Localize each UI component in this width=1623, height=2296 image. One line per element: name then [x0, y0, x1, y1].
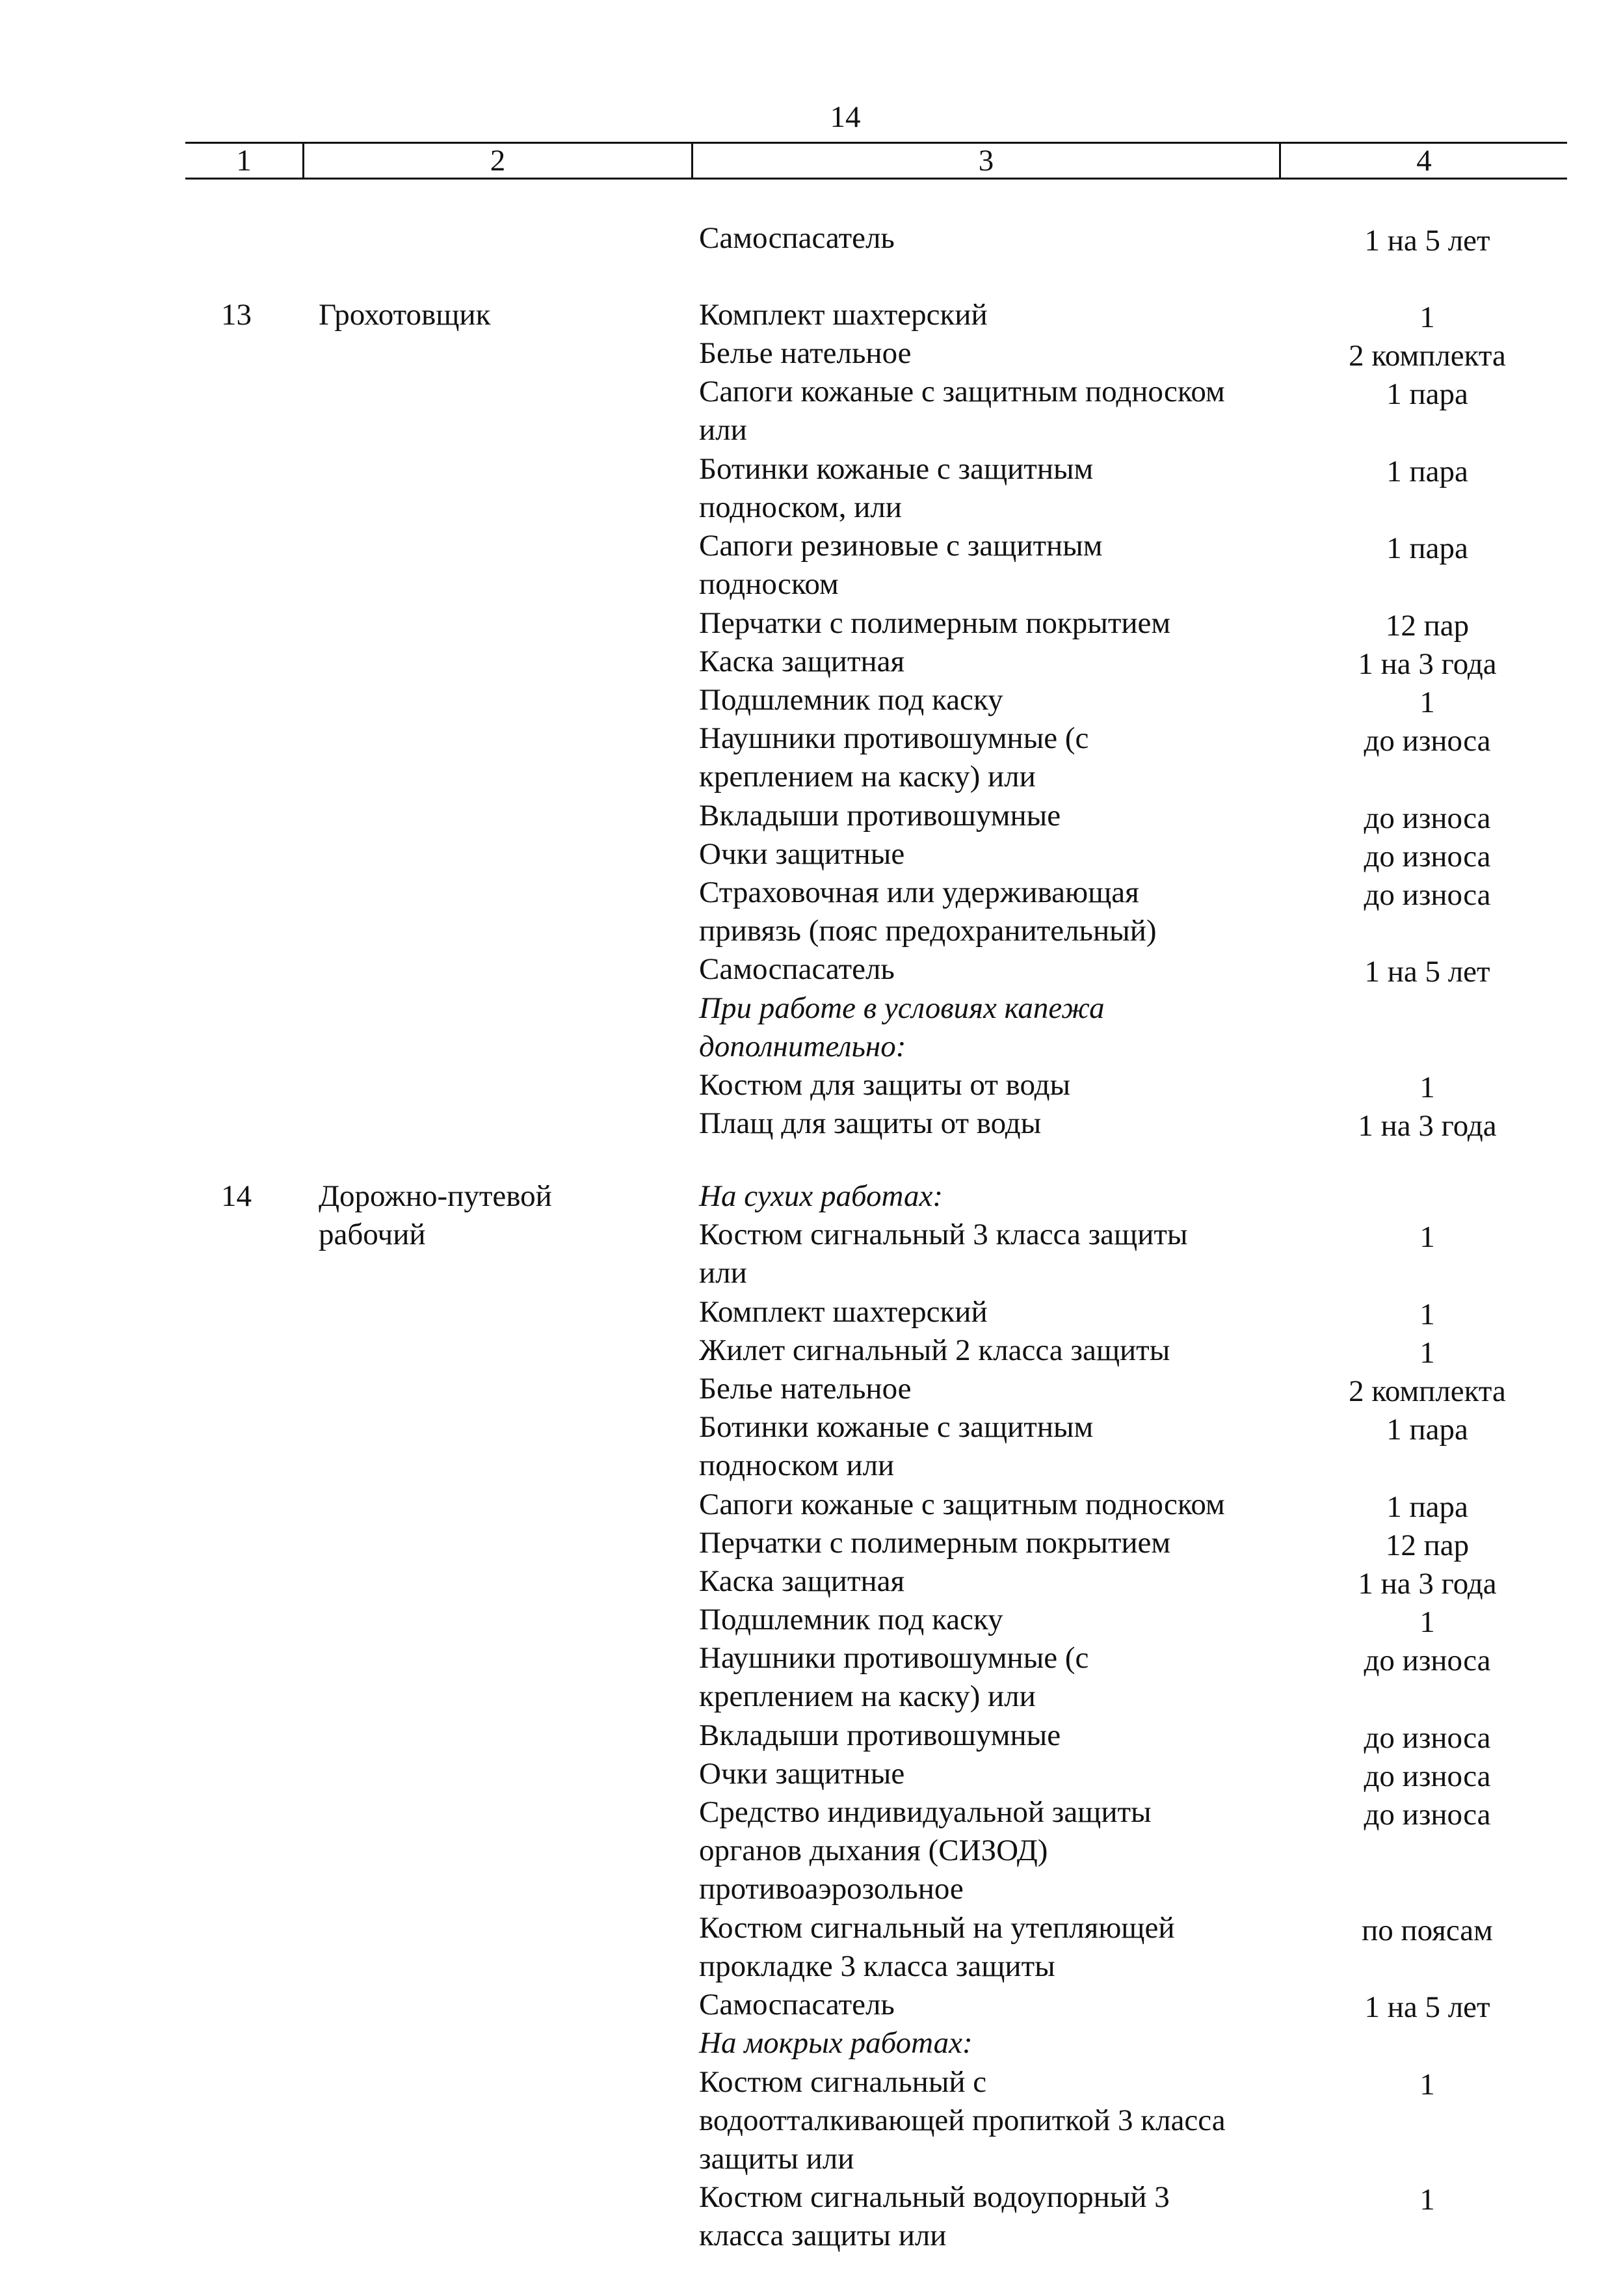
- issue-norm: 1 на 5 лет: [1364, 955, 1490, 989]
- header-col-1: 1: [236, 144, 252, 178]
- issue-norm: 1 на 5 лет: [1364, 1990, 1490, 2025]
- issue-norm: 1 пара: [1386, 1489, 1468, 1524]
- ppe-item: Подшлемник под каску: [699, 683, 1003, 717]
- ppe-item: Очки защитные: [699, 836, 905, 871]
- issue-norm: 1: [1419, 2067, 1435, 2102]
- issue-norm: 1 на 3 года: [1358, 647, 1497, 681]
- profession-name: Грохотовщик: [319, 298, 491, 332]
- ppe-item: Ботинки кожаные с защитным подноском, или: [699, 451, 1094, 524]
- issue-norm: до износа: [1364, 724, 1491, 758]
- ppe-item: Перчатки с полимерным покрытием: [699, 1525, 1171, 1560]
- issue-norm: 1: [1419, 2183, 1435, 2217]
- issue-norm: 1: [1419, 1605, 1435, 1640]
- issue-norm: до износа: [1364, 801, 1491, 835]
- ppe-item: Белье нательное: [699, 336, 912, 371]
- subsection-heading: При работе в условиях капежа дополнительно:: [699, 991, 1105, 1063]
- ppe-item: Костюм сигнальный водоупорный 3 класса защиты или: [699, 2180, 1170, 2253]
- issue-norm: 1: [1419, 300, 1435, 334]
- issue-norm: 1 пара: [1386, 454, 1468, 488]
- issue-norm: 1 на 5 лет: [1364, 224, 1490, 258]
- issue-norm: 1 пара: [1386, 377, 1468, 412]
- issue-norm: 2 комплекта: [1349, 339, 1506, 373]
- ppe-item: Костюм сигнальный 3 класса защиты или: [699, 1218, 1188, 1290]
- ppe-item: Плащ для защиты от воды: [699, 1106, 1042, 1141]
- ppe-item: Белье нательное: [699, 1372, 912, 1406]
- row-number: 14: [221, 1179, 252, 1213]
- issue-norm: 1: [1419, 1220, 1435, 1255]
- header-col-4: 4: [1279, 144, 1567, 178]
- issue-norm: до износа: [1364, 1759, 1491, 1793]
- profession-name: Дорожно-путевой рабочий: [319, 1179, 552, 1251]
- issue-norm: 1: [1419, 1071, 1435, 1104]
- ppe-item: Сапоги резиновые с защитным подноском: [699, 529, 1103, 602]
- issue-norm: 1 пара: [1386, 1413, 1468, 1447]
- issue-norm: 12 пар: [1385, 608, 1470, 643]
- issue-norm: по поясам: [1362, 1913, 1493, 1947]
- ppe-item: Очки защитные: [699, 1757, 905, 1791]
- subsection-heading: На сухих работах:: [699, 1179, 943, 1213]
- issue-norm: 12 пар: [1385, 1528, 1470, 1562]
- issue-norm: 1 пара: [1386, 531, 1468, 566]
- issue-norm: до износа: [1364, 878, 1491, 912]
- row-number: 13: [221, 298, 252, 332]
- ppe-item: Самоспасатель: [699, 1988, 895, 2022]
- ppe-item: Комплект шахтерский: [699, 298, 988, 332]
- ppe-item: Каска защитная: [699, 644, 905, 678]
- ppe-item: Самоспасатель: [699, 221, 895, 255]
- issue-norm: 2 комплекта: [1349, 1374, 1506, 1408]
- ppe-item: Наушники противошумные (с креплением на каску) или: [699, 721, 1089, 794]
- ppe-item: Вкладыши противошумные: [699, 798, 1061, 833]
- ppe-item: Самоспасатель: [699, 952, 895, 987]
- issue-norm: до износа: [1364, 1720, 1491, 1755]
- ppe-item: Каска защитная: [699, 1564, 905, 1598]
- ppe-item: Страховочная или удерживающая привязь (пояс предохранительный): [699, 875, 1157, 948]
- page-number: 14: [830, 100, 861, 134]
- ppe-item: Перчатки с полимерным покрытием: [699, 606, 1171, 640]
- issue-norm: 1 на 3 года: [1358, 1109, 1497, 1143]
- ppe-item: Подшлемник под каску: [699, 1603, 1003, 1637]
- header-col-3: 3: [691, 144, 1279, 178]
- ppe-item: Ботинки кожаные с защитным подноском или: [699, 1410, 1094, 1483]
- ppe-item: Вкладыши противошумные: [699, 1718, 1061, 1752]
- issue-norm: до износа: [1364, 1644, 1491, 1678]
- header-col-2: 2: [302, 144, 691, 178]
- table-header: [185, 142, 1567, 180]
- issue-norm: до износа: [1364, 839, 1491, 874]
- ppe-item: Средство индивидуальной защиты органов дыхания (СИЗОД) противоаэрозольное: [699, 1795, 1152, 1906]
- ppe-item: Сапоги кожаные с защитным подноском или: [699, 375, 1225, 447]
- issue-norm: 1: [1419, 1297, 1435, 1331]
- ppe-item: Костюм сигнальный на утепляющей прокладке 3 класса защиты: [699, 1910, 1175, 1983]
- ppe-item: Костюм для защиты от воды: [699, 1068, 1071, 1102]
- subsection-heading: На мокрых работах:: [699, 2026, 973, 2061]
- issue-norm: 1: [1419, 686, 1435, 719]
- ppe-item: Комплект шахтерский: [699, 1294, 988, 1329]
- ppe-item: Сапоги кожаные с защитным подноском: [699, 1487, 1225, 1521]
- ppe-item: Костюм сигнальный с водоотталкивающей пропиткой 3 класса защиты или: [699, 2064, 1226, 2176]
- issue-norm: 1 на 3 года: [1358, 1567, 1497, 1601]
- issue-norm: 1: [1419, 1335, 1435, 1370]
- ppe-item: Жилет сигнальный 2 класса защиты: [699, 1333, 1170, 1367]
- issue-norm: до износа: [1364, 1798, 1491, 1832]
- ppe-item: Наушники противошумные (с креплением на каску) или: [699, 1641, 1089, 1714]
